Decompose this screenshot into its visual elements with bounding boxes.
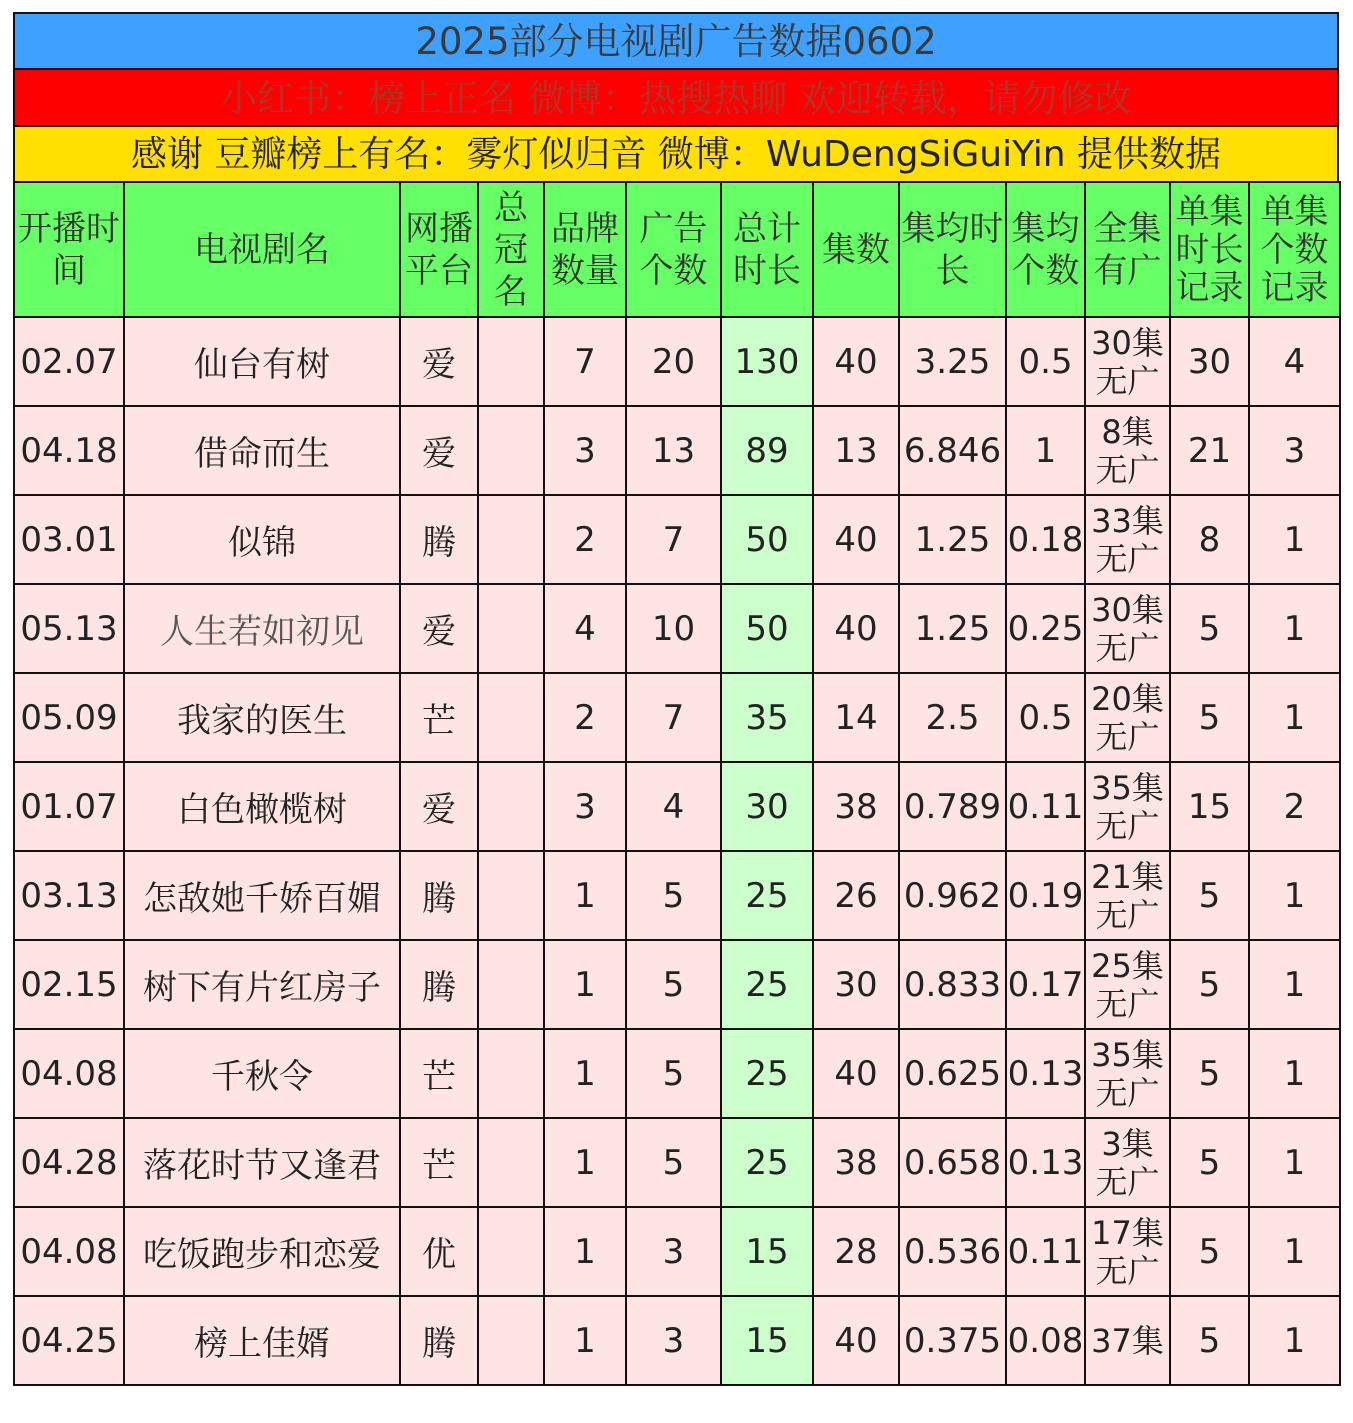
cell-max-len: 5 (1170, 1296, 1249, 1385)
cell-ads: 4 (626, 762, 721, 851)
col-header-avg-cnt: 集均个数 (1006, 182, 1085, 317)
cell-sponsor (478, 762, 544, 851)
cell-platform: 芒 (400, 1029, 478, 1118)
sheet-title: 2025部分电视剧广告数据0602 (13, 12, 1339, 68)
cell-max-cnt: 1 (1249, 1207, 1340, 1296)
cell-brands: 1 (544, 851, 626, 940)
cell-avg-len: 0.833 (899, 940, 1006, 1029)
cell-ads: 7 (626, 495, 721, 584)
cell-episodes: 26 (813, 851, 899, 940)
cell-ads: 5 (626, 940, 721, 1029)
table-row (14, 406, 1340, 495)
cell-ads: 5 (626, 1029, 721, 1118)
cell-no-ad: 21集无广 (1085, 851, 1170, 940)
cell-name: 我家的医生 (124, 673, 400, 762)
cell-max-len: 5 (1170, 1207, 1249, 1296)
cell-ads: 7 (626, 673, 721, 762)
cell-platform: 腾 (400, 1296, 478, 1385)
cell-total: 50 (721, 584, 813, 673)
cell-no-ad: 35集无广 (1085, 762, 1170, 851)
cell-episodes: 28 (813, 1207, 899, 1296)
cell-avg-cnt: 0.11 (1006, 762, 1085, 851)
cell-episodes: 38 (813, 762, 899, 851)
notice-banner: 小红书：榜上正名 微博：热搜热聊 欢迎转载，请勿修改 (13, 68, 1339, 125)
cell-platform: 腾 (400, 851, 478, 940)
cell-max-cnt: 2 (1249, 762, 1340, 851)
cell-ads: 10 (626, 584, 721, 673)
cell-avg-len: 0.536 (899, 1207, 1006, 1296)
cell-max-len: 5 (1170, 1029, 1249, 1118)
cell-sponsor (478, 851, 544, 940)
cell-episodes: 40 (813, 584, 899, 673)
cell-total: 15 (721, 1207, 813, 1296)
col-header-max-cnt: 单集个数记录 (1249, 182, 1340, 317)
table-row (14, 1207, 1340, 1296)
cell-max-cnt: 3 (1249, 406, 1340, 495)
cell-episodes: 14 (813, 673, 899, 762)
table-row (14, 1296, 1340, 1385)
cell-ads: 13 (626, 406, 721, 495)
table-row (14, 584, 1340, 673)
cell-brands: 1 (544, 1296, 626, 1385)
cell-avg-len: 0.789 (899, 762, 1006, 851)
cell-avg-cnt: 0.25 (1006, 584, 1085, 673)
cell-name: 吃饭跑步和恋爱 (124, 1207, 400, 1296)
cell-max-len: 8 (1170, 495, 1249, 584)
cell-no-ad: 25集无广 (1085, 940, 1170, 1029)
cell-no-ad: 3集无广 (1085, 1118, 1170, 1207)
cell-brands: 1 (544, 1118, 626, 1207)
cell-total: 15 (721, 1296, 813, 1385)
cell-date: 04.25 (14, 1296, 124, 1385)
cell-total: 30 (721, 762, 813, 851)
col-header-date: 开播时间 (14, 182, 124, 317)
cell-date: 01.07 (14, 762, 124, 851)
col-header-sponsor: 总冠名 (478, 182, 544, 317)
ad-data-sheet (13, 12, 1339, 1386)
cell-name: 榜上佳婿 (124, 1296, 400, 1385)
cell-date: 05.09 (14, 673, 124, 762)
cell-max-cnt: 1 (1249, 940, 1340, 1029)
cell-avg-cnt: 0.18 (1006, 495, 1085, 584)
table-body (14, 317, 1340, 1385)
cell-avg-len: 1.25 (899, 584, 1006, 673)
cell-name: 千秋令 (124, 1029, 400, 1118)
cell-brands: 4 (544, 584, 626, 673)
cell-max-len: 5 (1170, 673, 1249, 762)
cell-name: 人生若如初见 (124, 584, 400, 673)
cell-platform: 芒 (400, 1118, 478, 1207)
cell-max-len: 5 (1170, 940, 1249, 1029)
cell-max-cnt: 1 (1249, 1296, 1340, 1385)
cell-brands: 3 (544, 762, 626, 851)
cell-platform: 腾 (400, 940, 478, 1029)
cell-sponsor (478, 584, 544, 673)
ad-data-table (13, 181, 1341, 1386)
cell-avg-cnt: 0.08 (1006, 1296, 1085, 1385)
cell-max-cnt: 1 (1249, 1029, 1340, 1118)
cell-platform: 爱 (400, 762, 478, 851)
cell-brands: 2 (544, 673, 626, 762)
cell-ads: 5 (626, 851, 721, 940)
cell-brands: 3 (544, 406, 626, 495)
cell-platform: 爱 (400, 584, 478, 673)
cell-episodes: 30 (813, 940, 899, 1029)
cell-date: 04.28 (14, 1118, 124, 1207)
cell-max-len: 5 (1170, 584, 1249, 673)
cell-ads: 3 (626, 1296, 721, 1385)
cell-avg-cnt: 0.5 (1006, 317, 1085, 406)
cell-avg-cnt: 0.19 (1006, 851, 1085, 940)
cell-episodes: 13 (813, 406, 899, 495)
cell-sponsor (478, 1207, 544, 1296)
cell-date: 05.13 (14, 584, 124, 673)
cell-max-len: 21 (1170, 406, 1249, 495)
cell-no-ad: 17集无广 (1085, 1207, 1170, 1296)
cell-episodes: 40 (813, 1029, 899, 1118)
cell-no-ad: 20集无广 (1085, 673, 1170, 762)
col-header-platform: 网播平台 (400, 182, 478, 317)
cell-sponsor (478, 406, 544, 495)
cell-avg-len: 0.658 (899, 1118, 1006, 1207)
cell-date: 04.18 (14, 406, 124, 495)
cell-max-len: 5 (1170, 1118, 1249, 1207)
cell-brands: 1 (544, 1207, 626, 1296)
cell-max-len: 30 (1170, 317, 1249, 406)
cell-no-ad: 37集 (1085, 1296, 1170, 1385)
cell-max-cnt: 1 (1249, 1118, 1340, 1207)
table-row (14, 673, 1340, 762)
cell-total: 25 (721, 851, 813, 940)
cell-no-ad: 8集无广 (1085, 406, 1170, 495)
cell-no-ad: 30集无广 (1085, 317, 1170, 406)
table-header-row (14, 182, 1340, 317)
cell-brands: 7 (544, 317, 626, 406)
cell-max-cnt: 1 (1249, 673, 1340, 762)
cell-avg-len: 0.375 (899, 1296, 1006, 1385)
col-header-brands: 品牌数量 (544, 182, 626, 317)
cell-name: 仙台有树 (124, 317, 400, 406)
cell-brands: 2 (544, 495, 626, 584)
cell-max-len: 15 (1170, 762, 1249, 851)
cell-total: 25 (721, 1118, 813, 1207)
cell-sponsor (478, 1296, 544, 1385)
table-row (14, 1118, 1340, 1207)
cell-avg-cnt: 0.11 (1006, 1207, 1085, 1296)
cell-date: 02.07 (14, 317, 124, 406)
cell-avg-len: 0.962 (899, 851, 1006, 940)
cell-avg-len: 6.846 (899, 406, 1006, 495)
cell-total: 25 (721, 1029, 813, 1118)
cell-max-cnt: 4 (1249, 317, 1340, 406)
cell-no-ad: 30集无广 (1085, 584, 1170, 673)
cell-name: 似锦 (124, 495, 400, 584)
cell-avg-len: 1.25 (899, 495, 1006, 584)
cell-avg-len: 3.25 (899, 317, 1006, 406)
cell-name: 白色橄榄树 (124, 762, 400, 851)
cell-brands: 1 (544, 940, 626, 1029)
cell-avg-cnt: 0.13 (1006, 1118, 1085, 1207)
cell-avg-len: 2.5 (899, 673, 1006, 762)
cell-sponsor (478, 495, 544, 584)
table-row (14, 317, 1340, 406)
cell-avg-cnt: 1 (1006, 406, 1085, 495)
col-header-ads: 广告个数 (626, 182, 721, 317)
cell-date: 02.15 (14, 940, 124, 1029)
col-header-total: 总计时长 (721, 182, 813, 317)
table-row (14, 762, 1340, 851)
table-row (14, 851, 1340, 940)
cell-max-cnt: 1 (1249, 584, 1340, 673)
cell-avg-cnt: 0.17 (1006, 940, 1085, 1029)
cell-date: 04.08 (14, 1029, 124, 1118)
cell-platform: 爱 (400, 406, 478, 495)
col-header-name: 电视剧名 (124, 182, 400, 317)
cell-sponsor (478, 1118, 544, 1207)
cell-total: 89 (721, 406, 813, 495)
cell-brands: 1 (544, 1029, 626, 1118)
cell-no-ad: 33集无广 (1085, 495, 1170, 584)
cell-total: 35 (721, 673, 813, 762)
cell-max-cnt: 1 (1249, 851, 1340, 940)
cell-platform: 优 (400, 1207, 478, 1296)
table-row (14, 1029, 1340, 1118)
cell-date: 03.01 (14, 495, 124, 584)
cell-episodes: 40 (813, 317, 899, 406)
cell-sponsor (478, 1029, 544, 1118)
cell-avg-cnt: 0.13 (1006, 1029, 1085, 1118)
table-row (14, 495, 1340, 584)
cell-ads: 3 (626, 1207, 721, 1296)
cell-ads: 5 (626, 1118, 721, 1207)
cell-total: 130 (721, 317, 813, 406)
cell-max-len: 5 (1170, 851, 1249, 940)
cell-total: 25 (721, 940, 813, 1029)
cell-date: 04.08 (14, 1207, 124, 1296)
cell-ads: 20 (626, 317, 721, 406)
cell-avg-len: 0.625 (899, 1029, 1006, 1118)
cell-sponsor (478, 317, 544, 406)
cell-platform: 芒 (400, 673, 478, 762)
cell-episodes: 40 (813, 1296, 899, 1385)
cell-total: 50 (721, 495, 813, 584)
cell-platform: 爱 (400, 317, 478, 406)
col-header-max-len: 单集时长记录 (1170, 182, 1249, 317)
cell-platform: 腾 (400, 495, 478, 584)
table-row (14, 940, 1340, 1029)
cell-name: 借命而生 (124, 406, 400, 495)
cell-date: 03.13 (14, 851, 124, 940)
col-header-avg-len: 集均时长 (899, 182, 1006, 317)
col-header-episodes: 集数 (813, 182, 899, 317)
cell-avg-cnt: 0.5 (1006, 673, 1085, 762)
cell-episodes: 40 (813, 495, 899, 584)
cell-name: 落花时节又逢君 (124, 1118, 400, 1207)
col-header-no-ad: 全集有广 (1085, 182, 1170, 317)
cell-sponsor (478, 673, 544, 762)
credit-banner: 感谢 豆瓣榜上有名：雾灯似归音 微博：WuDengSiGuiYin 提供数据 (13, 125, 1339, 181)
cell-no-ad: 35集无广 (1085, 1029, 1170, 1118)
cell-name: 怎敌她千娇百媚 (124, 851, 400, 940)
cell-name: 树下有片红房子 (124, 940, 400, 1029)
cell-sponsor (478, 940, 544, 1029)
cell-max-cnt: 1 (1249, 495, 1340, 584)
cell-episodes: 38 (813, 1118, 899, 1207)
